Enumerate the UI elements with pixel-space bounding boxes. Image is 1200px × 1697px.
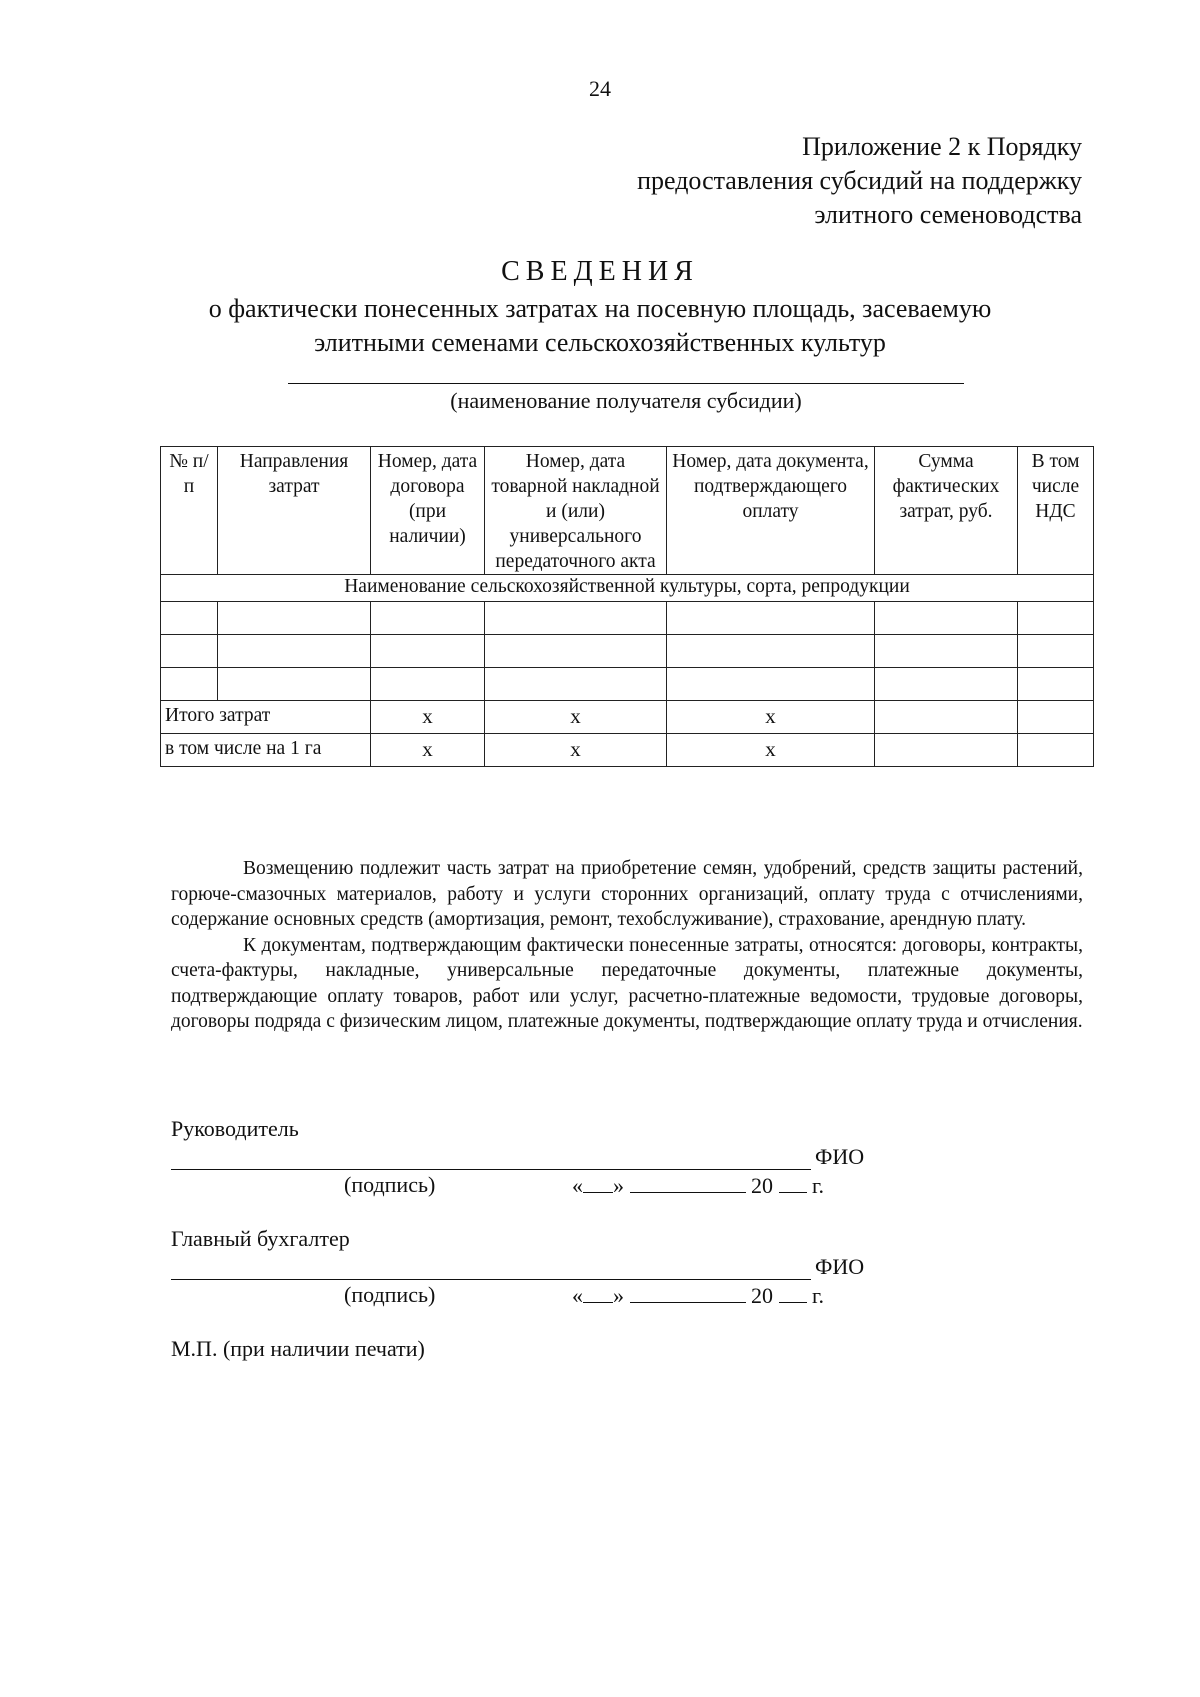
- total-sum-cell[interactable]: [875, 701, 1018, 734]
- table-cell[interactable]: [485, 635, 667, 668]
- table-cell[interactable]: [371, 635, 485, 668]
- date-open-quote: «: [572, 1173, 583, 1198]
- year-suffix: г.: [812, 1173, 825, 1198]
- document-subtitle: [150, 292, 1050, 360]
- date-month-field[interactable]: [630, 1172, 746, 1193]
- date-close-quote: »: [613, 1283, 624, 1308]
- header-invoice: Номер, дата товарной накладной и (или) универсального передаточного акта: [485, 447, 667, 575]
- body-paragraph-2: К документам, подтверждающим фактически понесенные затраты, относятся: договоры, контракты, счета-фактуры, накладные, универсальные передаточные документы, платежные документы, подтверждающие оплату товаров, работ или услуг, расчетно-платежные ведомости, трудовые договоры, договоры подряда с физическим лицом, платежные документы, подтверждающие оплату труда и отчисления.: [171, 934, 1083, 1032]
- header-cost-direction: Направления затрат: [218, 447, 371, 575]
- x-mark: х: [667, 701, 875, 734]
- culture-row: [161, 575, 1094, 602]
- appendix-line-3: элитного семеноводства: [814, 200, 1082, 229]
- total-label: Итого затрат: [161, 701, 371, 734]
- table-cell[interactable]: [667, 602, 875, 635]
- document-title: СВЕДЕНИЯ: [501, 256, 699, 287]
- table-cell[interactable]: [667, 668, 875, 701]
- table-cell[interactable]: [1018, 635, 1094, 668]
- table-row: [161, 635, 1094, 668]
- table-cell[interactable]: [371, 668, 485, 701]
- table-header-row: [161, 447, 1094, 575]
- table-cell[interactable]: [485, 602, 667, 635]
- signature-title: Главный бухгалтер: [171, 1226, 350, 1251]
- table-cell[interactable]: [218, 602, 371, 635]
- table-row: [161, 602, 1094, 635]
- table-cell[interactable]: [875, 635, 1018, 668]
- recipient-caption: (наименование получателя субсидии): [450, 388, 802, 413]
- page-number: 24: [589, 76, 611, 101]
- signature-date: [572, 1172, 824, 1199]
- date-month-field[interactable]: [630, 1282, 746, 1303]
- header-payment-doc: Номер, дата документа, подтверждающего оплату: [667, 447, 875, 575]
- date-year-field[interactable]: [779, 1282, 807, 1303]
- total-vat-cell[interactable]: [1018, 701, 1094, 734]
- table-cell[interactable]: [875, 602, 1018, 635]
- year-suffix: г.: [812, 1283, 825, 1308]
- table-cell[interactable]: [161, 635, 218, 668]
- appendix-line-2: предоставления субсидий на поддержку: [637, 166, 1082, 195]
- year-prefix: 20: [751, 1283, 773, 1308]
- table-cell[interactable]: [371, 602, 485, 635]
- signature-caption: (подпись): [344, 1282, 436, 1307]
- per-hectare-row: [161, 734, 1094, 767]
- table-cell[interactable]: [485, 668, 667, 701]
- signature-line[interactable]: [171, 1279, 811, 1280]
- per-hectare-sum-cell[interactable]: [875, 734, 1018, 767]
- x-mark: х: [371, 734, 485, 767]
- table-cell[interactable]: [218, 635, 371, 668]
- header-contract: Номер, дата договора (при наличии): [371, 447, 485, 575]
- header-number: № п/п: [161, 447, 218, 575]
- appendix-note: [522, 130, 1082, 232]
- table-row: [161, 668, 1094, 701]
- per-hectare-vat-cell[interactable]: [1018, 734, 1094, 767]
- signature-block-accountant: [171, 1226, 871, 1316]
- table-cell[interactable]: [161, 602, 218, 635]
- signature-date: [572, 1282, 824, 1309]
- signature-block-head: [171, 1116, 871, 1206]
- signature-fio: ФИО: [815, 1144, 865, 1169]
- per-hectare-label: в том числе на 1 га: [161, 734, 371, 767]
- signature-fio: ФИО: [815, 1254, 865, 1279]
- body-text: [171, 856, 1083, 1035]
- signature-title: Руководитель: [171, 1116, 299, 1141]
- date-open-quote: «: [572, 1283, 583, 1308]
- body-paragraph-1: Возмещению подлежит часть затрат на приобретение семян, удобрений, средств защиты растений, горюче-смазочных материалов, работу и услуги сторонних организаций, оплату труда с отчислениями, содержание основных средств (амортизация, ремонт, техобслуживание), страхование, арендную плату.: [171, 858, 1083, 930]
- recipient-name-field[interactable]: [288, 383, 964, 384]
- subtitle-line-2: элитными семенами сельскохозяйственных культур: [314, 328, 886, 357]
- signature-line[interactable]: [171, 1169, 811, 1170]
- stamp-note: М.П. (при наличии печати): [171, 1336, 425, 1361]
- signature-caption: (подпись): [344, 1172, 436, 1197]
- x-mark: х: [485, 701, 667, 734]
- total-row: [161, 701, 1094, 734]
- date-close-quote: »: [613, 1173, 624, 1198]
- table-cell[interactable]: [218, 668, 371, 701]
- date-day-field[interactable]: [583, 1282, 613, 1303]
- table-cell[interactable]: [875, 668, 1018, 701]
- table-cell[interactable]: [1018, 602, 1094, 635]
- culture-row-label: Наименование сельскохозяйственной культуры, сорта, репродукции: [161, 575, 1094, 602]
- table-cell[interactable]: [667, 635, 875, 668]
- table-cell[interactable]: [1018, 668, 1094, 701]
- subtitle-line-1: о фактически понесенных затратах на посевную площадь, засеваемую: [208, 294, 992, 323]
- x-mark: х: [371, 701, 485, 734]
- date-day-field[interactable]: [583, 1172, 613, 1193]
- header-actual-sum: Сумма фактических затрат, руб.: [875, 447, 1018, 575]
- header-vat: В том числе НДС: [1018, 447, 1094, 575]
- year-prefix: 20: [751, 1173, 773, 1198]
- appendix-line-1: Приложение 2 к Порядку: [802, 132, 1082, 161]
- costs-table: [160, 446, 1094, 767]
- date-year-field[interactable]: [779, 1172, 807, 1193]
- x-mark: х: [667, 734, 875, 767]
- table-cell[interactable]: [161, 668, 218, 701]
- x-mark: х: [485, 734, 667, 767]
